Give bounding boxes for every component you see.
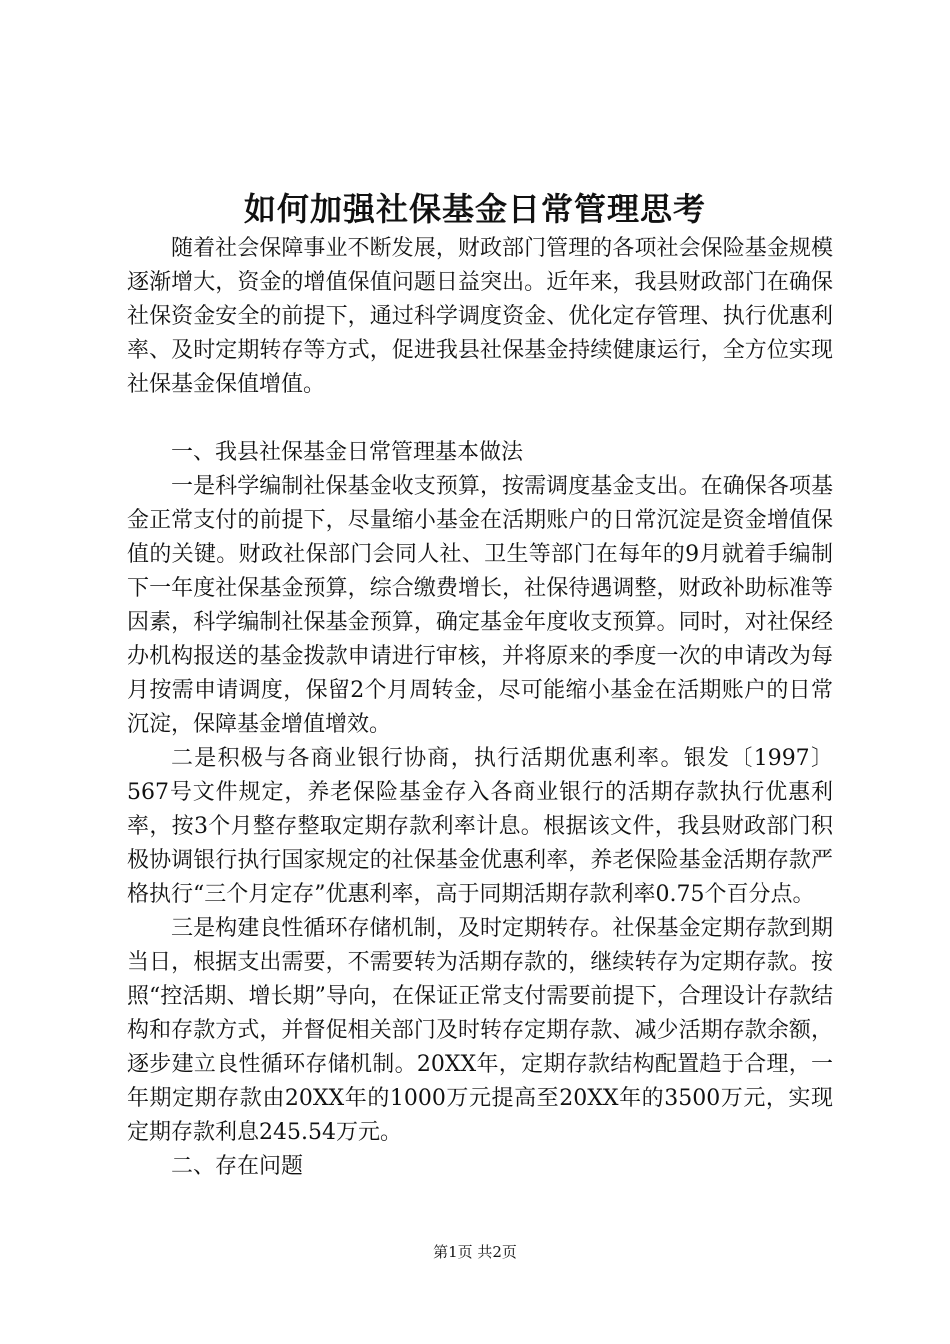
intro-paragraph: 随着社会保障事业不断发展，财政部门管理的各项社会保险基金规模逐渐增大，资金的增值保值问题日益突出。近年来，我县财政部门在确保社保资金安全的前提下，通过科学调度资金、优化定存管理、执行优惠利率、及时定期转存等方式，促进我县社保基金持续健康运行，全方位实现社保基金保值增值。 xyxy=(127,236,833,397)
paragraph-1: 一是科学编制社保基金收支预算，按需调度基金支出。在确保各项基金正常支付的前提下，尽量缩小基金在活期账户的日常沉淀是资金增值保值的关键。财政社保部门会同人社、卫生等部门在每年的9月就着手编制下一年度社保基金预算，综合缴费增长，社保待遇调整，财政补助标准等因素，科学编制社保基金预算，确定基金年度收支预算。同时，对社保经办机构报送的基金拨款申请进行审核，并将原来的季度一次的申请改为每月按需申请调度，保留2个月周转金，尽可能缩小基金在活期账户的日常沉淀，保障基金增值增效。 xyxy=(127,474,833,737)
section-1-heading: 一、我县社保基金日常管理基本做法 xyxy=(171,440,524,465)
section-2-heading: 二、存在问题 xyxy=(171,1154,304,1179)
paragraph-2: 二是积极与各商业银行协商，执行活期优惠利率。银发〔1997〕567号文件规定，养老保险基金存入各商业银行的活期存款执行优惠利率，按3个月整存整取定期存款利率计息。根据该文件，我县财政部门积极协调银行执行国家规定的社保基金优惠利率，养老保险基金活期存款严格执行“三个月定存”优惠利率，高于同期活期存款利率0.75个百分点。 xyxy=(127,746,833,907)
document-title: 如何加强社保基金日常管理思考 xyxy=(243,190,706,228)
paragraph-3: 三是构建良性循环存储机制，及时定期转存。社保基金定期存款到期当日，根据支出需要，不需要转为活期存款的，继续转存为定期存款。按照“控活期、增长期”导向，在保证正常支付需要前提下，合理设计存款结构和存款方式，并督促相关部门及时转存定期存款、减少活期存款余额，逐步建立良性循环存储机制。20XX年，定期存款结构配置趋于合理，一年期定期存款由20XX年的1000万元提高至20XX年的3500万元，实现定期存款利息245.54万元。 xyxy=(127,916,833,1145)
page-indicator: 第1页 共2页 xyxy=(433,1243,517,1261)
document-body xyxy=(127,232,833,1184)
